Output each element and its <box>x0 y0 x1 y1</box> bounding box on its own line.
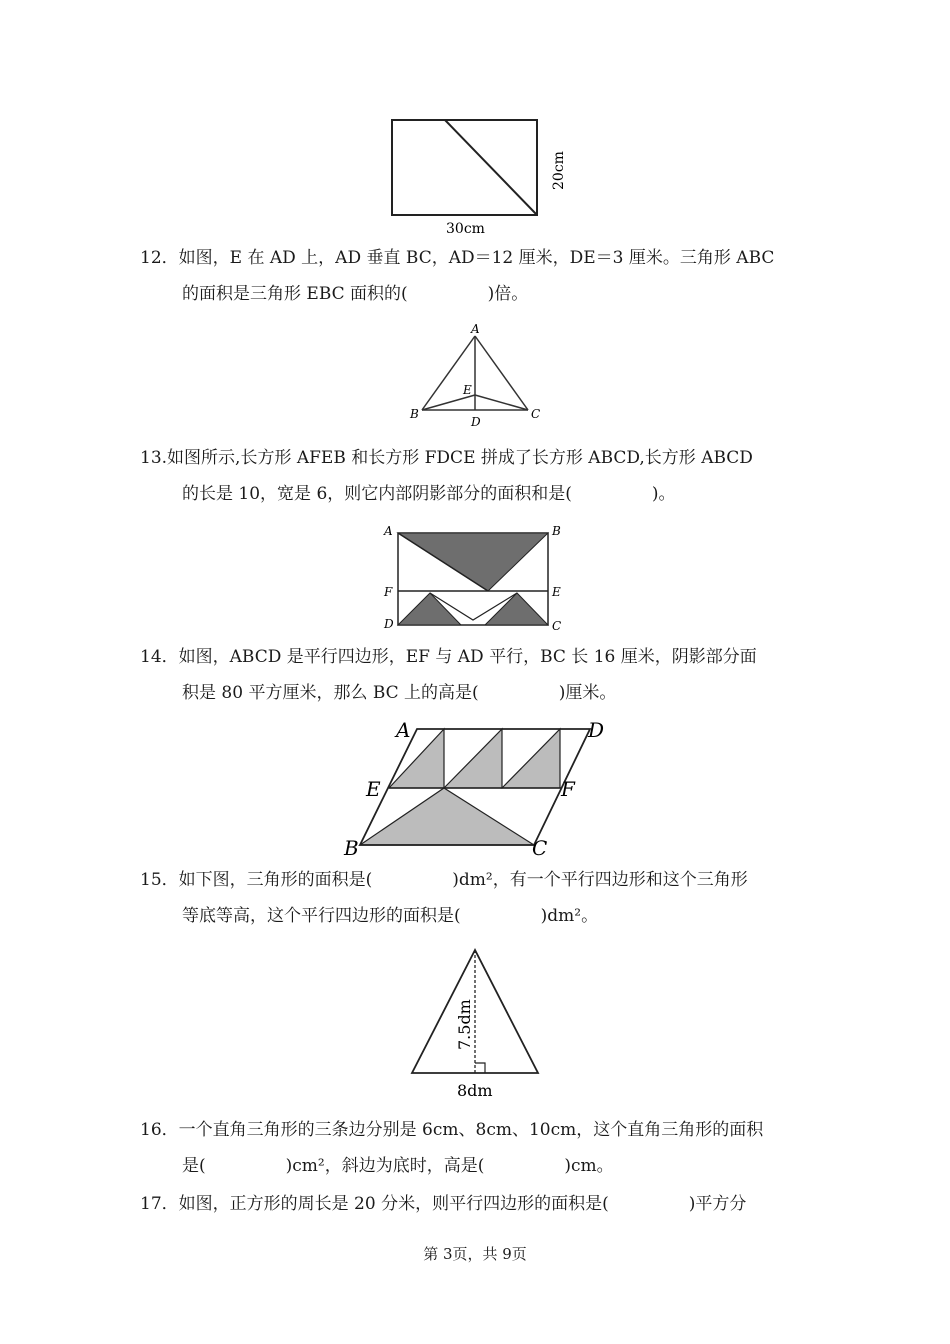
label-d: D <box>384 617 394 631</box>
label-f: F <box>384 585 393 599</box>
label-e: E <box>366 777 381 801</box>
question-text: 一个直角三角形的三条边分别是 6cm、8cm、10cm，这个直角三角形的面积 <box>178 1120 764 1140</box>
question-text: 的长是 10，宽是 6，则它内部阴影部分的面积和是( <box>182 484 572 504</box>
question-text: 等底等高，这个平行四边形的面积是( <box>182 906 461 926</box>
label-a: A <box>471 322 480 336</box>
label-f: F <box>561 777 575 801</box>
question-text: 积是 80 平方厘米，那么 BC 上的高是( <box>182 683 479 703</box>
label-e: E <box>463 383 472 397</box>
question-number: 15． <box>140 870 179 890</box>
question-text: )dm²，有一个平行四边形和这个三角形 <box>452 870 748 890</box>
label-c: C <box>552 619 562 633</box>
question-16 <box>140 1112 820 1184</box>
question-text: 的面积是三角形 EBC 面积的( <box>182 284 408 304</box>
triangle-abc-figure <box>400 322 560 432</box>
question-text: )dm²。 <box>540 906 599 926</box>
question-text: )平方分 <box>688 1194 747 1214</box>
rect-height-label: 20cm <box>551 151 567 190</box>
label-e: E <box>552 585 561 599</box>
question-15 <box>140 862 820 934</box>
label-d: D <box>471 415 481 429</box>
label-d: D <box>588 718 605 742</box>
question-text: 如图，正方形的周长是 20 分米，则平行四边形的面积是( <box>178 1194 609 1214</box>
label-b: B <box>552 524 561 538</box>
label-c: C <box>531 407 541 421</box>
triangle-height-figure <box>400 940 550 1105</box>
label-b: B <box>344 836 359 860</box>
rectangle-figure <box>380 110 580 240</box>
question-number: 14． <box>140 647 179 667</box>
question-17 <box>140 1186 820 1222</box>
question-number: 13. <box>140 448 168 468</box>
label-c: C <box>532 836 548 860</box>
question-text: )。 <box>651 484 676 504</box>
question-text: )厘米。 <box>558 683 617 703</box>
label-b: B <box>410 407 419 421</box>
question-text: 如图，E 在 AD 上，AD 垂直 BC，AD＝12 厘米，DE＝3 厘米。三角形 ABC <box>178 248 775 268</box>
base-label: 8dm <box>457 1081 493 1100</box>
question-number: 17． <box>140 1194 179 1214</box>
parallelogram-abcd-figure <box>340 715 620 860</box>
height-label: 7.5dm <box>455 999 474 1050</box>
rectangle-abcd-figure <box>380 522 570 634</box>
question-text: 如图，ABCD 是平行四边形，EF 与 AD 平行，BC 长 16 厘米，阴影部分面 <box>178 647 757 667</box>
question-text: 如图所示,长方形 AFEB 和长方形 FDCE 拼成了长方形 ABCD,长方形 ABCD <box>167 448 753 468</box>
rect-width-label: 30cm <box>446 221 485 237</box>
question-text: 如下图，三角形的面积是( <box>178 870 373 890</box>
question-text: )cm²，斜边为底时，高是( <box>285 1156 485 1176</box>
question-text: )cm。 <box>564 1156 614 1176</box>
label-a: A <box>396 718 411 742</box>
label-a: A <box>384 524 393 538</box>
page-footer: 第 3页，共 9页 <box>423 1245 527 1263</box>
question-14 <box>140 639 820 711</box>
question-13 <box>140 440 820 512</box>
question-12 <box>140 240 820 312</box>
question-number: 16． <box>140 1120 179 1140</box>
question-text: )倍。 <box>487 284 529 304</box>
question-text: 是( <box>182 1156 206 1176</box>
question-number: 12． <box>140 248 179 268</box>
